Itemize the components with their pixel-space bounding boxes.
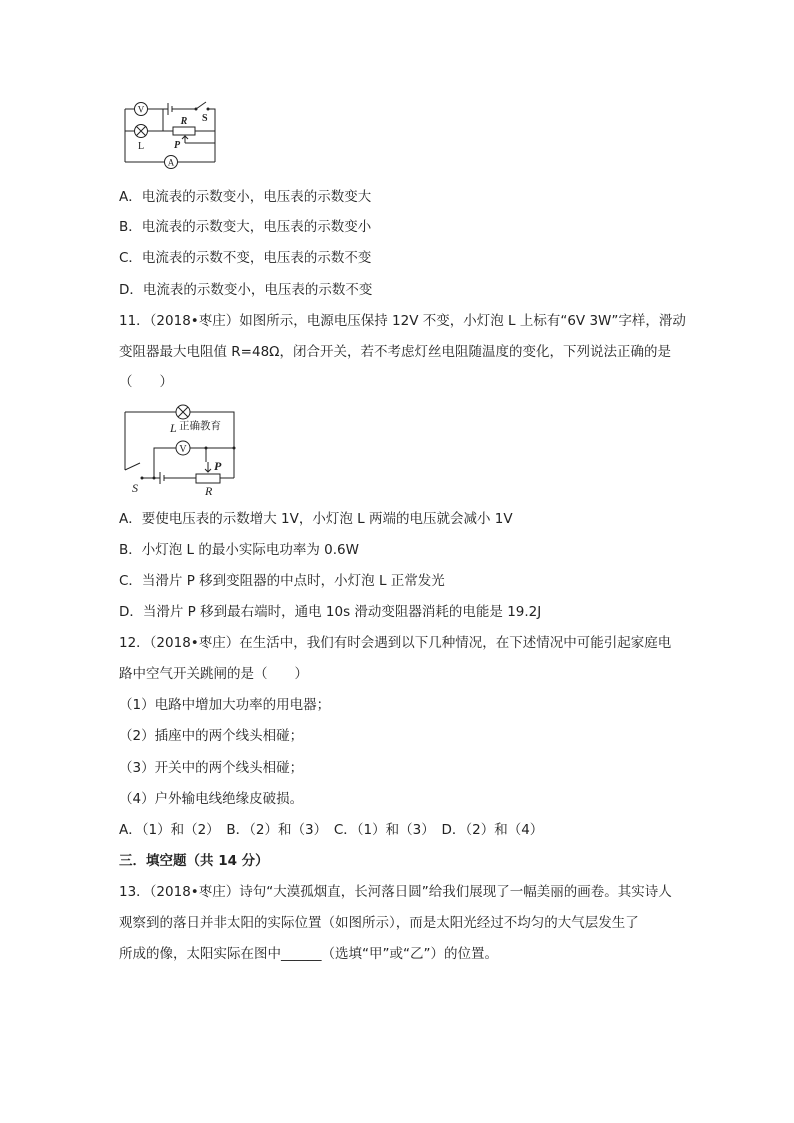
q13-stem-line-2: 观察到的落日并非太阳的实际位置（如图所示），而是太阳光经过不均匀的大气层发生了 [119,915,639,931]
q12-item-2: （2）插座中的两个线头相碰； [119,728,304,744]
q10-option-b: B．电流表的示数变大，电压表的示数变小 [119,219,372,235]
q13-stem-line-3: 所成的像，太阳实际在图中______（选填“甲”或“乙”）的位置。 [119,946,498,962]
q12-item-4: （4）户外输电线绝缘皮破损。 [119,791,304,807]
resistor-label: R [205,484,213,498]
switch-label: S [202,113,208,124]
q10-option-d: D．电流表的示数变小，电压表的示数不变 [119,282,373,298]
ammeter-label: A [167,157,175,168]
voltmeter-label: V [137,104,145,115]
q11-stem-line-1: 11．（2018•枣庄）如图所示，电源电压保持 12V 不变，小灯泡 L 上标有“6V 3W”字样，滑动 [119,313,686,329]
watermark-text: 正确教育 [179,420,221,432]
slider-label: P [214,459,222,473]
q13-stem-line-1: 13．（2018•枣庄）诗句“大漠孤烟直，长河落日圆”给我们展现了一幅美丽的画卷。其实诗人 [119,884,672,900]
q11-stem-line-2: 变阻器最大电阻值 R=48Ω，闭合开关，若不考虑灯丝电阻随温度的变化，下列说法正确的是 [119,344,671,360]
q10-option-c: C．电流表的示数不变，电压表的示数不变 [119,250,372,266]
q12-stem-line-2: 路中空气开关跳闸的是（ ） [119,666,308,682]
q11-option-b: B．小灯泡 L 的最小实际电功率为 0.6W [119,542,359,558]
switch-label: S [132,481,138,495]
lamp-label: L [170,421,177,435]
circuit-diagram-q10 [120,96,220,172]
voltmeter-label: V [179,444,187,455]
circuit-diagram-q11 [120,400,246,500]
section-title: 三．填空题（共 14 分） [119,853,269,869]
lamp-label: L [138,141,145,152]
slider-label: P [174,140,181,151]
q10-option-a: A．电流表的示数变小，电压表的示数变大 [119,189,372,205]
q12-item-3: （3）开关中的两个线头相碰； [119,760,304,776]
q11-option-a: A．要使电压表的示数增大 1V，小灯泡 L 两端的电压就会减小 1V [119,511,513,527]
q12-options: A．（1）和（2） B．（2）和（3） C．（1）和（3） D．（2）和（4） [119,822,544,838]
q11-option-d: D．当滑片 P 移到最右端时，通电 10s 滑动变阻器消耗的电能是 19.2J [119,604,542,620]
q11-option-c: C．当滑片 P 移到变阻器的中点时，小灯泡 L 正常发光 [119,573,445,589]
q11-stem-line-3: （ ） [119,374,173,390]
q12-item-1: （1）电路中增加大功率的用电器； [119,697,331,713]
q12-stem-line-1: 12．（2018•枣庄）在生活中，我们有时会遇到以下几种情况，在下述情况中可能引起家庭电 [119,635,672,651]
resistor-label: R [180,116,188,127]
